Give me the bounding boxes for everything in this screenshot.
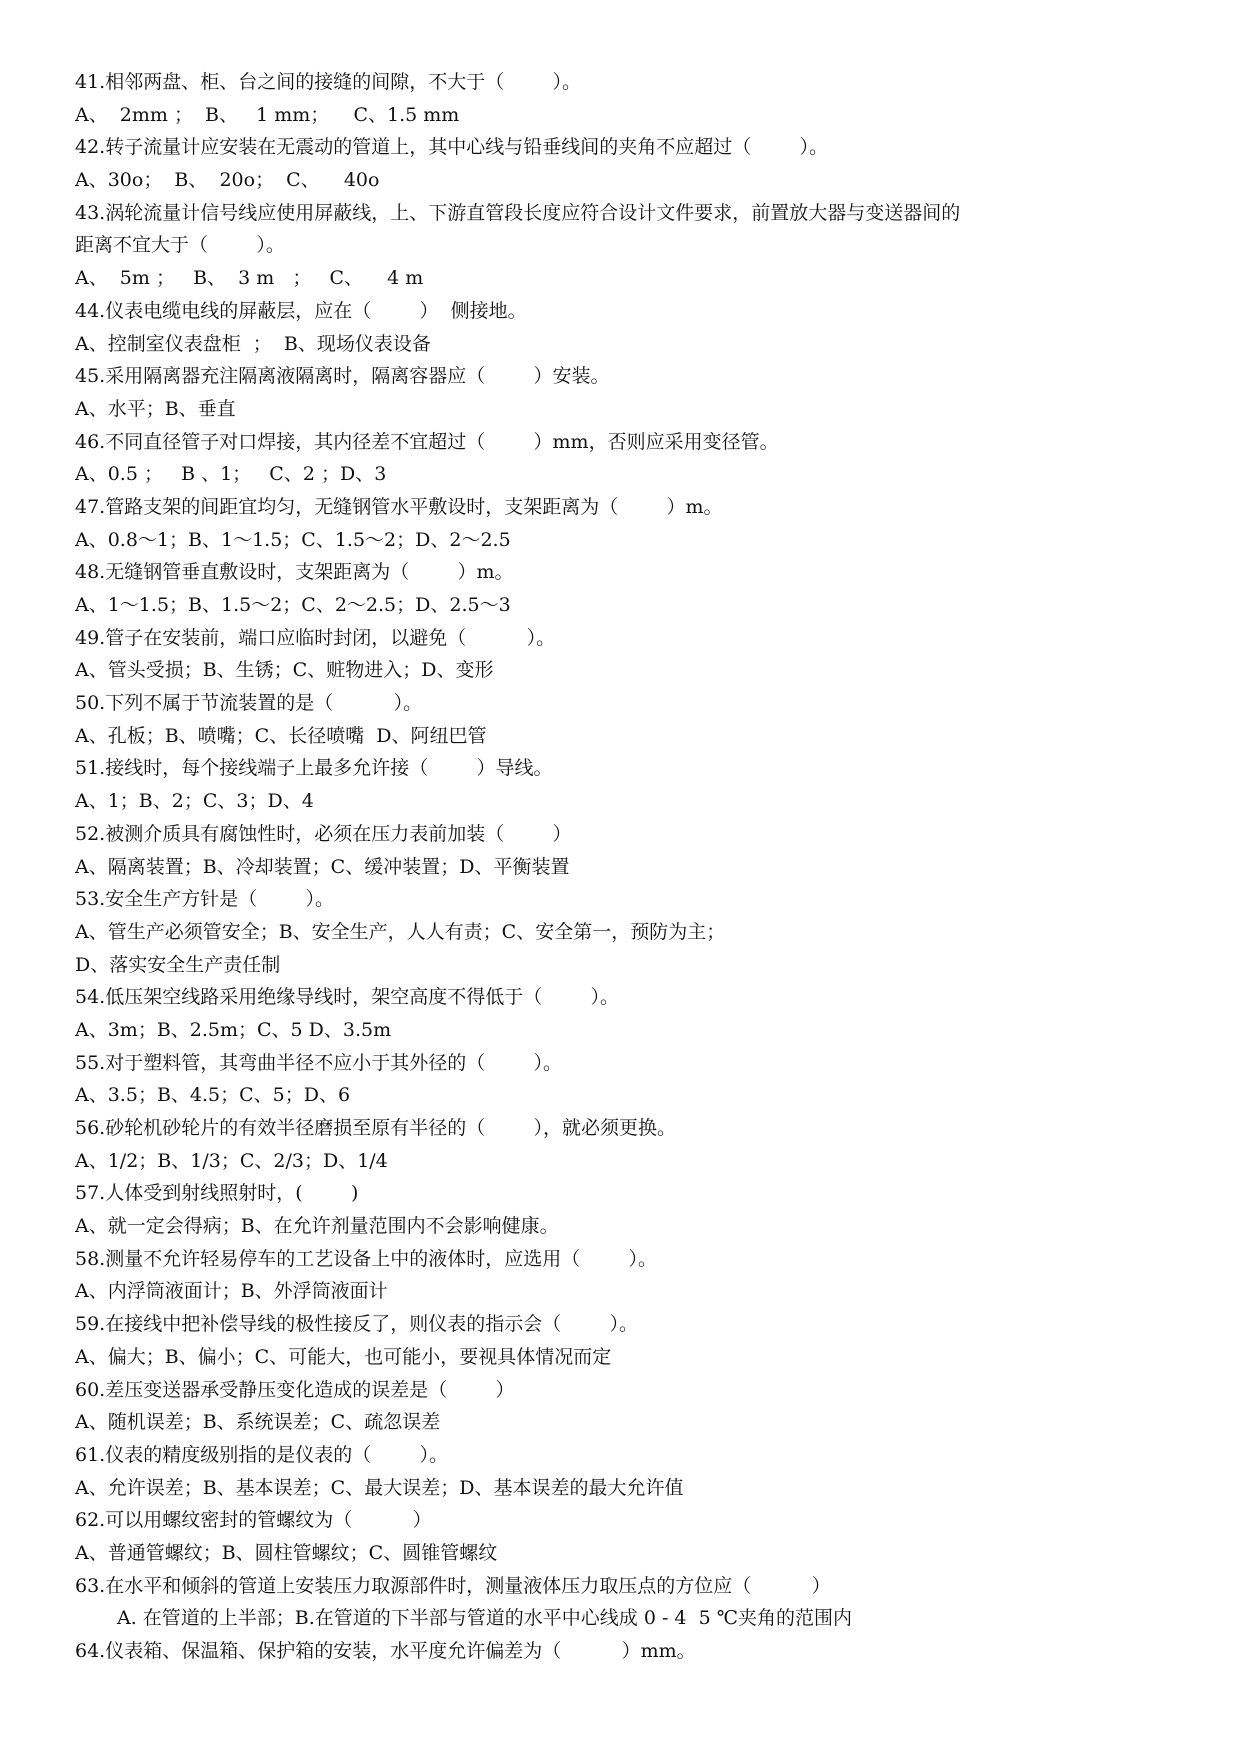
- question-52: 52.被测介质具有腐蚀性时，必须在压力表前加装（ ）: [75, 822, 572, 845]
- question-59: 59.在接线中把补偿导线的极性接反了，则仪表的指示会（ ）。: [75, 1313, 639, 1336]
- question-56: 56.砂轮机砂轮片的有效半径磨损至原有半径的（ ），就必须更换。: [75, 1117, 677, 1139]
- options-50: A、孔板；B、喷嘴；C、长径喷嘴 D、阿纽巴管: [75, 724, 487, 747]
- question-45: 45.采用隔离器充注隔离液隔离时，隔离容器应（ ）安装。: [75, 365, 610, 388]
- question-53: 53.安全生产方针是（ ）。: [75, 888, 335, 911]
- options-58: A、内浮筒液面计；B、外浮筒液面计: [75, 1280, 388, 1303]
- options-57: A、就一定会得病；B、在允许剂量范围内不会影响健康。: [75, 1215, 559, 1238]
- question-54: 54.低压架空线路采用绝缘导线时，架空高度不得低于（ ）。: [75, 986, 620, 1009]
- options-62: A、普通管螺纹；B、圆柱管螺纹；C、圆锥管螺纹: [75, 1541, 498, 1564]
- question-63: 63.在水平和倾斜的管道上安装压力取源部件时，测量液体压力取压点的方位应（ ）: [75, 1574, 831, 1597]
- question-42: 42.转子流量计应安装在无震动的管道上，其中心线与铅垂线间的夹角不应超过（ ）。: [75, 136, 829, 159]
- options-60: A、随机误差；B、系统误差；C、疏忽误差: [75, 1411, 441, 1434]
- question-55: 55.对于塑料管，其弯曲半径不应小于其外径的（ ）。: [75, 1051, 563, 1074]
- options-45: A、水平；B、垂直: [75, 397, 236, 420]
- options-44: A、控制室仪表盘柜 ； B、现场仪表设备: [75, 332, 431, 355]
- question-58: 58.测量不允许轻易停车的工艺设备上中的液体时，应选用（ ）。: [75, 1247, 658, 1270]
- options-52: A、隔离装置；B、冷却装置；C、缓冲装置；D、平衡装置: [75, 855, 570, 878]
- question-44: 44.仪表电缆电线的屏蔽层，应在（ ） 侧接地。: [75, 299, 527, 322]
- options-53-line-1: A、管生产必须管安全；B、安全生产，人人有责；C、安全第一，预防为主；: [75, 920, 726, 943]
- options-48: A、1～1.5；B、1.5～2；C、2～2.5；D、2.5～3: [75, 594, 511, 616]
- options-49: A、管头受损；B、生锈；C、赃物进入；D、变形: [75, 659, 494, 682]
- question-51: 51.接线时，每个接线端子上最多允许接（ ）导线。: [75, 757, 553, 780]
- question-50: 50.下列不属于节流装置的是（ ）。: [75, 692, 423, 715]
- question-43-line-1: 43.涡轮流量计信号线应使用屏蔽线，上、下游直管段长度应符合设计文件要求，前置放大器与变送器间的: [75, 201, 961, 224]
- options-42: A、30o； B、 20o； C、 40o: [75, 169, 380, 192]
- question-60: 60.差压变送器承受静压变化造成的误差是（ ）: [75, 1378, 515, 1401]
- question-57: 57.人体受到射线照射时，( ): [75, 1182, 359, 1205]
- options-53-line-2: D、落实安全生产责任制: [75, 953, 281, 976]
- question-61: 61.仪表的精度级别指的是仪表的（ ）。: [75, 1443, 449, 1466]
- options-59: A、偏大；B、偏小；C、可能大，也可能小，要视具体情况而定: [75, 1345, 612, 1368]
- options-63: A. 在管道的上半部；B.在管道的下半部与管道的水平中心线成 0 - 4 5 ℃夹角的范围内: [117, 1607, 852, 1630]
- options-61: A、允许误差；B、基本误差；C、最大误差；D、基本误差的最大允许值: [75, 1476, 684, 1499]
- options-54: A、3m；B、2.5m；C、5 D、3.5m: [75, 1018, 392, 1041]
- question-41: 41.相邻两盘、柜、台之间的接缝的间隙，不大于（ ）。: [75, 71, 582, 93]
- options-56: A、1/2；B、1/3；C、2/3；D、1/4: [75, 1149, 388, 1172]
- options-41: A、 2mm ； B、 1 mm； C、1.5 mm: [75, 103, 460, 126]
- question-48: 48.无缝钢管垂直敷设时，支架距离为（ ）m。: [75, 561, 514, 584]
- question-43-line-2: 距离不宜大于（ ）。: [75, 234, 285, 257]
- options-43: A、 5m ； B、 3 m ； C、 4 m: [75, 267, 424, 290]
- question-49: 49.管子在安装前，端口应临时封闭，以避免（ ）。: [75, 626, 556, 649]
- options-51: A、1；B、2；C、3；D、4: [75, 790, 314, 813]
- question-47: 47.管路支架的间距宜均匀，无缝钢管水平敷设时，支架距离为（ ）m。: [75, 495, 723, 518]
- options-55: A、3.5；B、4.5；C、5；D、6: [75, 1084, 351, 1107]
- options-47: A、0.8～1；B、1～1.5；C、1.5～2；D、2～2.5: [75, 528, 511, 551]
- question-64: 64.仪表箱、保温箱、保护箱的安装，水平度允许偏差为（ ）mm。: [75, 1640, 696, 1662]
- options-46: A、0.5 ； B 、1； C、2 ；D、3: [75, 463, 387, 486]
- question-46: 46.不同直径管子对口焊接，其内径差不宜超过（ ）mm，否则应采用变径管。: [75, 430, 779, 453]
- question-62: 62.可以用螺纹密封的管螺纹为（ ）: [75, 1509, 432, 1532]
- question-list: [75, 66, 1095, 1668]
